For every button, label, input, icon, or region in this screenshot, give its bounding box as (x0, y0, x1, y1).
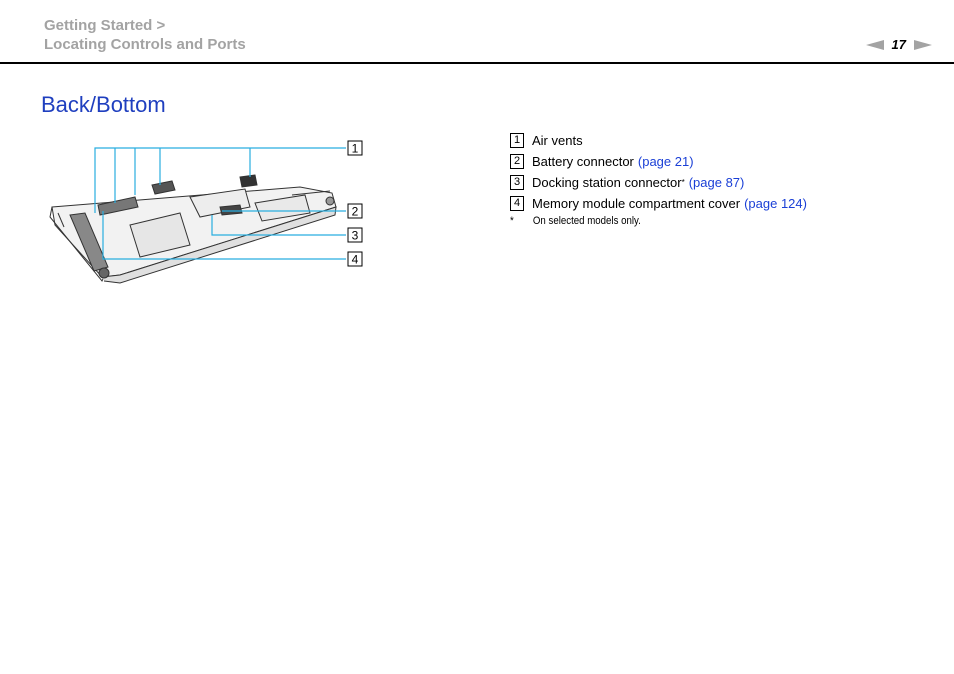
asterisk-mark: * (681, 178, 685, 187)
legend-label-battery-connector: Battery connector (532, 154, 634, 169)
breadcrumb (44, 16, 246, 54)
footnote (510, 215, 771, 227)
breadcrumb-link-locating-controls[interactable]: Locating Controls and Ports (44, 36, 246, 53)
breadcrumb-link-getting-started[interactable]: Getting Started > (44, 17, 166, 34)
laptop-bottom-drawing (50, 175, 336, 283)
footnote-mark: * (510, 215, 514, 227)
previous-page-arrow-icon[interactable] (866, 40, 884, 50)
legend-label-air-vents: Air vents (532, 133, 583, 148)
legend-item-docking-station (510, 172, 807, 193)
link-page-87[interactable]: (page 87) (688, 175, 745, 190)
laptop-bottom-illustration (40, 135, 370, 285)
page-title: Back/Bottom (41, 92, 166, 117)
page-number: 17 (891, 37, 906, 52)
callout-labels (348, 141, 362, 267)
page-navigation (866, 37, 932, 52)
callout-4-label: 4 (351, 252, 359, 267)
legend-number-2: 2 (510, 154, 524, 169)
callout-3-label: 3 (351, 228, 359, 243)
callout-2-label: 2 (351, 204, 359, 219)
callout-1-label: 1 (351, 141, 359, 156)
legend-number-4: 4 (510, 196, 524, 211)
legend-item-air-vents (510, 130, 807, 151)
legend-list (510, 130, 807, 227)
link-page-21[interactable]: (page 21) (637, 154, 694, 169)
link-page-124[interactable]: (page 124) (744, 196, 807, 211)
footnote-text: On selected models only. (532, 215, 641, 227)
legend-item-battery-connector (510, 151, 807, 172)
next-page-arrow-icon[interactable] (914, 40, 932, 50)
legend-item-memory-module (510, 193, 807, 214)
legend-label-docking-station: Docking station connector (532, 175, 682, 190)
legend-number-1: 1 (510, 133, 524, 148)
legend-number-3: 3 (510, 175, 524, 190)
header-rule (0, 62, 954, 64)
legend-label-memory-module: Memory module compartment cover (532, 196, 741, 211)
